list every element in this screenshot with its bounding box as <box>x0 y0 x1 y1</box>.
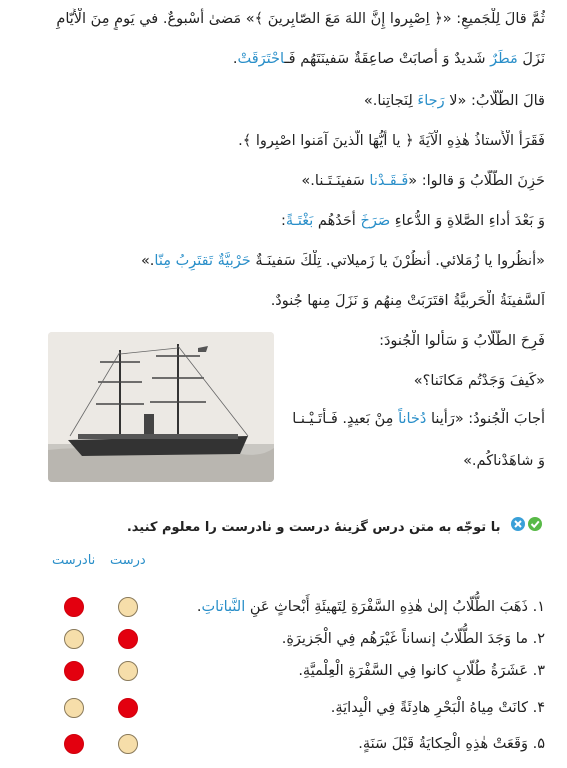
question-text: وَقَعَتْ هٰذِهِ الْحِكايَةُ قَبْلَ سَنَةٍ. <box>358 736 528 752</box>
story-line-3: قالَ الطُّلّابُ: «لا رَجاءَ لِنَجاتِنا.» <box>363 93 545 109</box>
vocab-baghtatan: بَغْتَـةً <box>285 213 314 229</box>
correct-option[interactable] <box>118 597 138 617</box>
vocab-sarakha: صَرَخَ <box>360 213 391 229</box>
question-end: . <box>196 599 202 615</box>
incorrect-header: نادرست <box>52 553 96 568</box>
question-row <box>145 697 545 719</box>
story-line-12: وَ شاهَدْناكُم.» <box>463 453 545 469</box>
story-line-5: حَزِنَ الطُّلّابُ وَ قالوا: «فَـقَـدْنا سَفينَـتَـنا.» <box>301 173 545 189</box>
story-line-11: أَجابَ الْجُنودُ: «رَأَينا دُخاناً مِنْ بَعيدٍ. فَـأَتَـيْـنـا <box>292 411 545 427</box>
vocab-ihtaraqat: احْتَرَقَتْ <box>237 51 285 67</box>
question-number: ۴. <box>527 700 545 716</box>
vocab-dukhan: دُخاناً <box>398 411 427 427</box>
story-line-10: «كَيفَ وَجَدْتُم مَكانَنا؟» <box>413 373 545 389</box>
correct-option[interactable] <box>118 698 138 718</box>
question-row <box>145 628 545 650</box>
correct-option[interactable] <box>118 734 138 754</box>
warship-illustration <box>48 332 274 482</box>
incorrect-option[interactable] <box>64 597 84 617</box>
instruction-text: با توجّه به متن درس گزینهٔ درست و نادرست را معلوم کنید. <box>126 520 501 535</box>
story-line-9: فَرِحَ الطُّلّابُ وَ سَأَلوا الْجُنودَ: <box>379 333 545 349</box>
vocab-raja: رَجاءَ <box>417 93 445 109</box>
correct-header: درست <box>110 553 146 568</box>
vocab-harbiyya: حَرْبيَّةٌ تَقتَرِبُ مِنّا <box>154 253 251 269</box>
question-text: كانَتْ مِياهُ الْبَحْرِ هادِئَةً فِي الْبِدايَةِ. <box>330 700 528 716</box>
question-row <box>145 660 545 682</box>
correct-option[interactable] <box>118 629 138 649</box>
question-row <box>145 596 545 618</box>
question-text: عَشَرَةُ طُلّابٍ كانوا فِي السَّفْرَةِ الْعِلْميَّةِ. <box>298 663 528 679</box>
incorrect-option[interactable] <box>64 661 84 681</box>
question-text: ما وَجَدَ الطُّلّابُ إنساناً غَيْرَهُم فِي الْجَزيرَةِ. <box>281 631 528 647</box>
story-line-2: نَزَلَ مَطَرٌ شَديدٌ وَ أَصابَتْ صاعِقَةٌ سَفينَتَهُم فَـاحْتَرَقَتْ. <box>232 51 545 67</box>
story-line-8: اَلسَّفينَةُ الْحَربيَّةُ اقتَرَبَتْ مِنهُم وَ نَزَلَ مِنها جُنودٌ. <box>270 293 545 309</box>
question-number: ۵. <box>527 736 545 752</box>
story-line-6: وَ بَعْدَ أَداءِ الصَّلاةِ وَ الدُّعاءِ صَرَخَ أَحَدُهُم بَغْتَـةً: <box>281 213 545 229</box>
incorrect-option[interactable] <box>64 698 84 718</box>
question-number: ۳. <box>527 663 545 679</box>
story-line-7: «أُنظُروا يا زُمَلائي. أُنظُرْنَ يا زَميلاتي. تِلْكَ سَفينَـةٌ حَرْبيَّةٌ تَقتَرِبُ مِنّا.» <box>140 253 545 269</box>
incorrect-option[interactable] <box>64 629 84 649</box>
instruction <box>127 516 543 539</box>
question-number: ۱. <box>527 599 545 615</box>
question-highlight: النَّباتاتِ <box>201 599 246 615</box>
vocab-faqadna: فَـقَـدْنا <box>369 173 409 189</box>
question-number: ۲. <box>527 631 545 647</box>
question-row <box>145 733 545 755</box>
vocab-matar: مَطَرٌ <box>490 51 518 67</box>
story-line-1: ثُمَّ قالَ لِلْجَميعِ: «﴿ اِصْبِروا إِنَّ اللهَ مَعَ الصّابِرينَ ﴾» مَضىٰ أُسْبوعٌ. في يَومٍ مِنَ الْأَيّامِ <box>56 11 545 27</box>
incorrect-option[interactable] <box>64 734 84 754</box>
correct-option[interactable] <box>118 661 138 681</box>
story-line-4: فَقَرَأَ الْأُستاذُ هٰذِهِ الْآيَةَ ﴿ يا أَيُّهَا الَّذينَ آمَنوا اصْبِروا ﴾. <box>238 133 545 149</box>
question-text: ذَهَبَ الطُّلّابُ إلىٰ هٰذِهِ السَّفْرَةِ لِتَهيئَةِ أَبْحاثٍ عَنِ <box>245 599 528 615</box>
check-cross-icon <box>509 516 543 539</box>
